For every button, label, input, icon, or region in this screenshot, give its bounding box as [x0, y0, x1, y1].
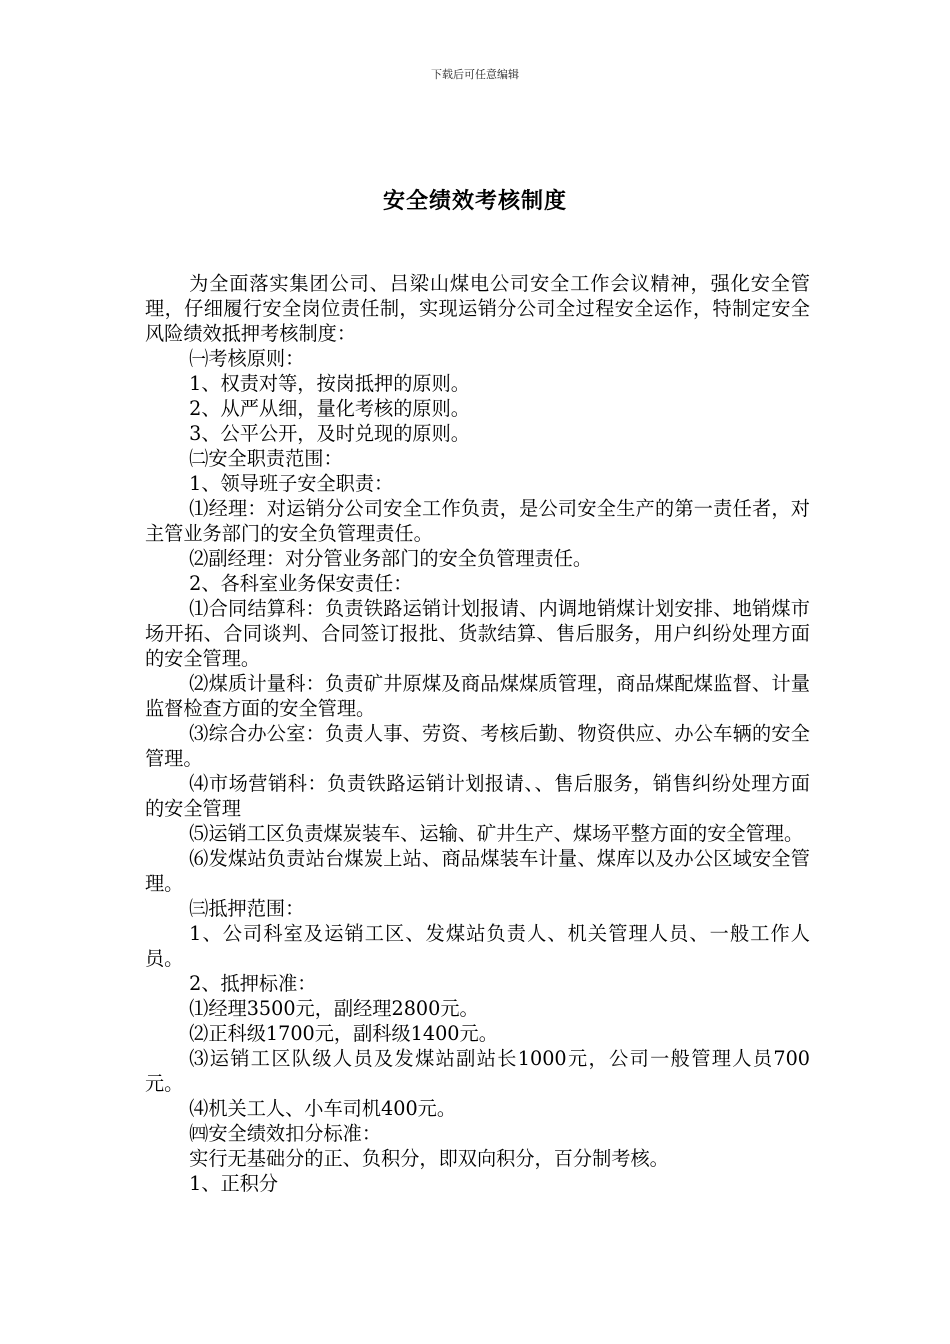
paragraph: ⑵煤质计量科：负责矿井原煤及商品煤煤质管理，商品煤配煤监督、计量监督检查方面的安全管理。	[145, 672, 810, 720]
paragraph: 实行无基础分的正、负积分，即双向积分，百分制考核。	[189, 1147, 669, 1170]
paragraph: ⑷机关工人、小车司机400元。	[189, 1097, 457, 1120]
paragraph: ⑸运销工区负责煤炭装车、运输、矿井生产、煤场平整方面的安全管理。	[189, 822, 804, 845]
section-heading: ㈠考核原则：	[189, 347, 305, 370]
header-note: 下载后可任意编辑	[431, 68, 519, 81]
paragraph: 1、领导班子安全职责：	[189, 472, 394, 495]
paragraph: ⑵副经理：对分管业务部门的安全负管理责任。	[189, 547, 593, 570]
paragraph: ⑴经理3500元，副经理2800元。	[189, 997, 479, 1020]
paragraph: 3、公平公开，及时兑现的原则。	[189, 422, 470, 445]
paragraph: ⑴合同结算科：负责铁路运销计划报请、内调地销煤计划安排、地销煤市场开拓、合同谈判、合同签订报批、货款结算、售后服务，用户纠纷处理方面的安全管理。	[145, 597, 810, 670]
paragraph: ⑵正科级1700元，副科级1400元。	[189, 1022, 498, 1045]
paragraph: 2、各科室业务保安责任：	[189, 572, 413, 595]
document-body	[145, 271, 810, 1196]
document-title: 安全绩效考核制度	[382, 188, 567, 214]
paragraph: ⑶运销工区队级人员及发煤站副站长1000元，公司一般管理人员700元。	[145, 1047, 810, 1095]
paragraph: ⑷市场营销科：负责铁路运销计划报请、、售后服务，销售纠纷处理方面的安全管理	[145, 772, 810, 820]
paragraph-intro: 为全面落实集团公司、吕梁山煤电公司安全工作会议精神，强化安全管理，仔细履行安全岗位责任制，实现运销分公司全过程安全运作，特制定安全风险绩效抵押考核制度：	[145, 272, 810, 345]
paragraph: 1、公司科室及运销工区、发煤站负责人、机关管理人员、一般工作人员。	[145, 922, 810, 970]
paragraph: 2、从严从细，量化考核的原则。	[189, 397, 470, 420]
paragraph: ⑶综合办公室：负责人事、劳资、考核后勤、物资供应、办公车辆的安全管理。	[145, 722, 810, 770]
paragraph: ⑴经理：对运销分公司安全工作负责，是公司安全生产的第一责任者，对主管业务部门的安全负管理责任。	[145, 497, 810, 545]
paragraph: ⑹发煤站负责站台煤炭上站、商品煤装车计量、煤库以及办公区域安全管理。	[145, 847, 810, 895]
paragraph: 1、权责对等，按岗抵押的原则。	[189, 372, 470, 395]
section-heading: ㈣安全绩效扣分标准：	[189, 1122, 382, 1145]
paragraph: 1、正积分	[189, 1172, 279, 1195]
section-heading: ㈡安全职责范围：	[189, 447, 343, 470]
section-heading: ㈢抵押范围：	[189, 897, 305, 920]
paragraph: 2、抵押标准：	[189, 972, 317, 995]
